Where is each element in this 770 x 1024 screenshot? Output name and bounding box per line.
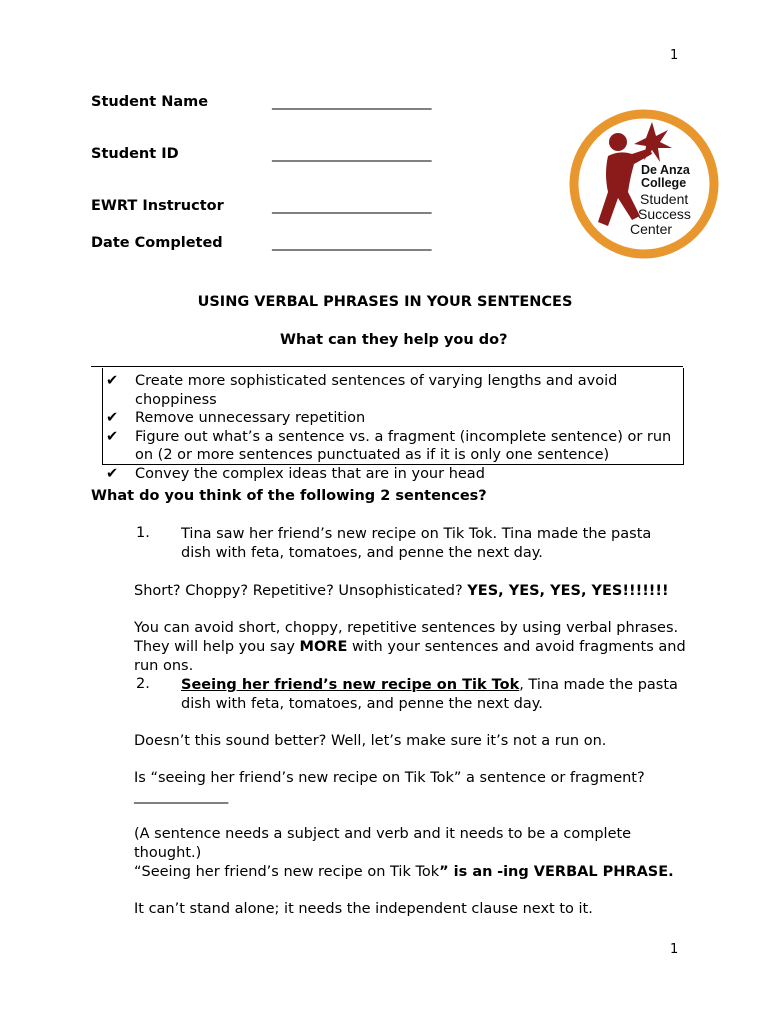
logo-text-4: Success bbox=[638, 206, 691, 222]
figure-head-icon bbox=[609, 133, 627, 151]
date-completed-line[interactable]: ______________________ bbox=[272, 235, 432, 251]
checklist-item: ✔ Remove unnecessary repetition bbox=[106, 410, 366, 427]
verbal-phrase-label: -ing VERBAL PHRASE. bbox=[497, 864, 674, 880]
student-id-line[interactable]: ______________________ bbox=[272, 146, 432, 162]
verbal-phrase-example: Seeing her friend’s new recipe on Tik Tok bbox=[181, 677, 520, 693]
page-number-bottom: 1 bbox=[670, 942, 679, 957]
question-heading: What do you think of the following 2 sentences? bbox=[91, 488, 487, 504]
cant-stand-alone-line: It can’t stand alone; it needs the independent clause next to it. bbox=[134, 901, 593, 917]
instructor-line[interactable]: ______________________ bbox=[272, 198, 432, 214]
short-choppy-line: Short? Choppy? Repetitive? Unsophisticated? YES, YES, YES, YES!!!!!!! bbox=[134, 583, 669, 599]
example-1-text: Tina saw her friend’s new recipe on Tik Tok. Tina made the pasta dish with feta, tomatoes, and penne the next day. bbox=[181, 526, 652, 561]
checklist-item: ✔ Create more sophisticated sentences of varying lengths and avoid choppiness bbox=[106, 373, 618, 408]
checkmark-icon: ✔ bbox=[106, 373, 119, 389]
date-completed-label: Date Completed bbox=[91, 235, 223, 251]
sentence-needs-note: (A sentence needs a subject and verb and it needs to be a complete thought.) bbox=[134, 826, 632, 861]
checklist-item: ✔ Figure out what’s a sentence vs. a fragment (incomplete sentence) or run on (2 or more sentences punctuated as if it is only one sentence) bbox=[106, 428, 672, 464]
example-2-number: 2. bbox=[136, 676, 150, 692]
page-number-top: 1 bbox=[670, 48, 679, 63]
verbal-phrase-line: “Seeing her friend’s new recipe on Tik Tok” is an -ing VERBAL PHRASE. bbox=[134, 864, 674, 880]
answer-line[interactable]: _____________ bbox=[134, 788, 229, 804]
sentence-or-fragment-question: Is “seeing her friend’s new recipe on Tik Tok” a sentence or fragment? bbox=[134, 770, 645, 786]
student-name-label: Student Name bbox=[91, 94, 209, 110]
page-title: USING VERBAL PHRASES IN YOUR SENTENCES bbox=[197, 294, 573, 310]
checkmark-icon: ✔ bbox=[106, 428, 119, 445]
checklist bbox=[104, 372, 674, 484]
checklist-item: ✔ Convey the complex ideas that are in your head bbox=[106, 465, 485, 482]
de-anza-student-success-center-logo bbox=[568, 108, 720, 260]
logo-text-3: Student bbox=[640, 191, 689, 207]
avoid-paragraph: You can avoid short, choppy, repetitive sentences by using verbal phrases. They will help you say MORE with your sentences and avoid fragments and run ons. bbox=[134, 620, 686, 674]
student-id-label: Student ID bbox=[91, 146, 179, 162]
divider bbox=[91, 366, 683, 367]
checkmark-icon: ✔ bbox=[106, 410, 119, 427]
example-2-text: Seeing her friend’s new recipe on Tik Tok, Tina made the pasta dish with feta, tomatoes, and penne the next day. bbox=[181, 677, 678, 712]
yes-answer: YES, YES, YES, YES!!!!!!! bbox=[467, 583, 669, 599]
better-line: Doesn’t this sound better? Well, let’s make sure it’s not a run on. bbox=[134, 733, 607, 749]
checkmark-icon: ✔ bbox=[106, 465, 119, 482]
page-subtitle: What can they help you do? bbox=[280, 332, 508, 348]
example-1-number: 1. bbox=[136, 525, 150, 541]
student-name-line[interactable]: ______________________ bbox=[272, 94, 432, 110]
instructor-label: EWRT Instructor bbox=[91, 198, 224, 214]
logo-text-1: De Anza bbox=[641, 163, 690, 177]
logo-text-2: College bbox=[641, 176, 687, 190]
logo-text-5: Center bbox=[630, 221, 673, 237]
